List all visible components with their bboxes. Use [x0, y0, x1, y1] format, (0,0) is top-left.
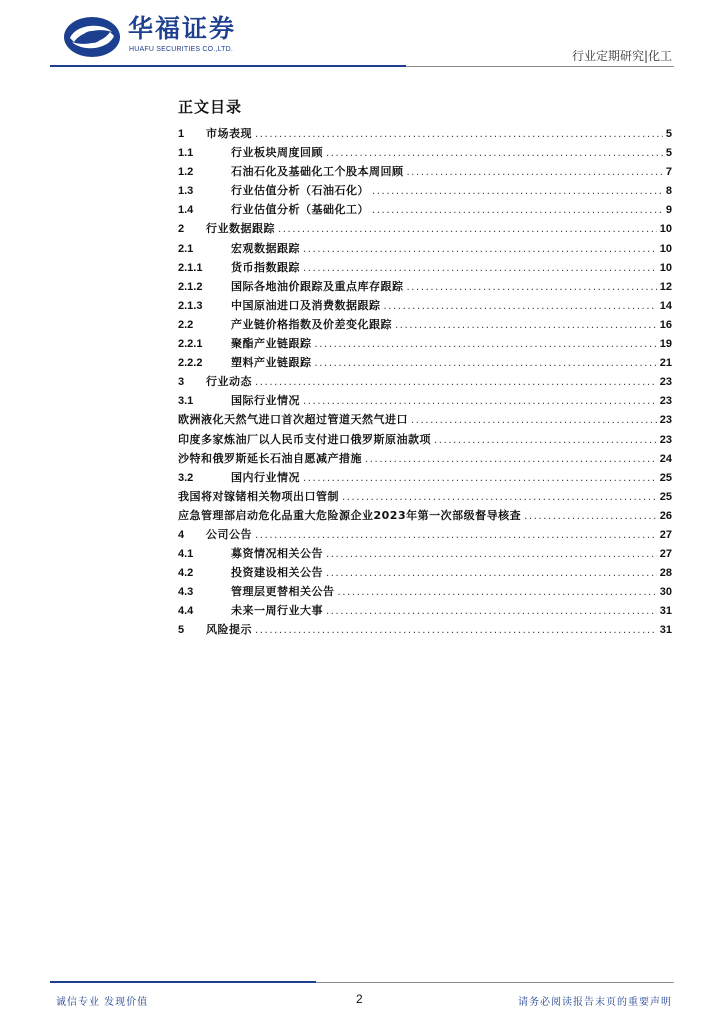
toc-entry-title: 行业动态: [206, 375, 252, 389]
toc-entry[interactable]: [178, 601, 672, 620]
company-logo-text: 华福证券: [128, 14, 237, 43]
toc-entry-title: 国际各地油价跟踪及重点库存跟踪: [231, 279, 404, 293]
toc-entry-page: 31: [659, 605, 672, 618]
toc-entry-number: 1.3: [178, 185, 194, 198]
toc-entry-number: 2.1: [178, 242, 194, 255]
toc-leader-dots: [326, 564, 657, 583]
toc-entry-page: 27: [659, 548, 672, 561]
toc-entry[interactable]: [178, 181, 672, 200]
toc-leader-dots: [407, 278, 657, 297]
toc-leader-dots: [303, 259, 657, 278]
table-of-contents: [178, 124, 672, 640]
header-rule-accent: [50, 65, 406, 67]
toc-entry-page: 10: [659, 223, 672, 236]
toc-entry-number: 4: [178, 528, 185, 541]
toc-leader-dots: [303, 392, 657, 411]
toc-entry-title: 风险提示: [206, 623, 252, 637]
toc-entry-number: 3.1: [178, 395, 194, 408]
toc-entry-page: 5: [665, 128, 672, 140]
toc-entry-number: 5: [178, 624, 185, 637]
toc-leader-dots: [407, 163, 663, 182]
page-header: [0, 0, 724, 70]
toc-entry-number: 2.1.1: [178, 261, 203, 274]
toc-entry[interactable]: [178, 124, 672, 143]
toc-entry-title: 投资建设相关公告: [231, 566, 323, 580]
toc-entry[interactable]: [178, 353, 672, 372]
toc-entry-title: 国内行业情况: [231, 470, 300, 484]
footer-disclaimer: 请务必阅读报告末页的重要声明: [518, 997, 672, 1008]
toc-entry-page: 5: [665, 147, 672, 160]
toc-entry-page: 14: [659, 299, 672, 312]
toc-entry[interactable]: [178, 258, 672, 277]
toc-entry-page: 24: [659, 452, 672, 465]
toc-entry-number: 2: [178, 223, 185, 236]
toc-leader-dots: [278, 220, 657, 239]
toc-entry-page: 28: [659, 567, 672, 580]
toc-entry[interactable]: [178, 468, 672, 487]
toc-leader-dots: [255, 125, 663, 144]
report-category: 行业定期研究|化工: [571, 49, 672, 63]
toc-entry-page: 25: [659, 490, 672, 503]
toc-entry[interactable]: [178, 525, 672, 544]
toc-entry-page: 25: [659, 471, 672, 484]
toc-entry-page: 23: [659, 414, 672, 427]
toc-leader-dots: [326, 144, 663, 163]
toc-entry-page: 30: [659, 586, 672, 599]
toc-entry[interactable]: [178, 563, 672, 582]
toc-entry-number: 4.4: [178, 605, 194, 618]
toc-entry-title: 我国将对镓锗相关物项出口管制: [178, 489, 339, 503]
toc-entry-number: 4.1: [178, 548, 194, 561]
toc-leader-dots: [326, 602, 657, 621]
toc-entry-number: 1.1: [178, 147, 194, 160]
toc-entry[interactable]: [178, 391, 672, 410]
toc-entry[interactable]: [178, 449, 672, 468]
toc-leader-dots: [338, 583, 657, 602]
toc-entry-number: 3.2: [178, 471, 194, 484]
toc-entry-title: 未来一周行业大事: [231, 604, 323, 618]
toc-entry-title: 公司公告: [206, 527, 252, 541]
toc-leader-dots: [411, 411, 657, 430]
toc-entry[interactable]: [178, 430, 672, 449]
toc-entry-page: 23: [659, 376, 672, 389]
toc-entry-title: 行业数据跟踪: [206, 222, 275, 236]
toc-entry-title: 行业估值分析（石油石化）: [231, 184, 369, 198]
toc-entry-title: 塑料产业链跟踪: [231, 356, 312, 370]
toc-entry-page: 16: [659, 318, 672, 331]
toc-entry[interactable]: [178, 506, 672, 525]
toc-entry-number: 1.4: [178, 204, 194, 217]
toc-entry-page: 12: [659, 280, 672, 293]
toc-entry[interactable]: [178, 410, 672, 429]
toc-leader-dots: [255, 526, 657, 545]
toc-entry[interactable]: [178, 277, 672, 296]
toc-entry-page: 10: [659, 242, 672, 255]
toc-entry[interactable]: [178, 143, 672, 162]
toc-entry[interactable]: [178, 219, 672, 238]
toc-leader-dots: [326, 545, 657, 564]
toc-entry-number: 3: [178, 376, 185, 389]
toc-entry-number: 2.2.1: [178, 338, 203, 351]
toc-leader-dots: [315, 335, 657, 354]
toc-entry[interactable]: [178, 372, 672, 391]
toc-entry-number: 2.2: [178, 318, 194, 331]
toc-entry-title: 沙特和俄罗斯延长石油自愿减产措施: [178, 451, 362, 465]
toc-leader-dots: [524, 507, 657, 526]
toc-entry-title: 聚酯产业链跟踪: [231, 337, 312, 351]
page-number: 2: [356, 992, 363, 1006]
toc-leader-dots: [303, 469, 657, 488]
toc-leader-dots: [255, 373, 657, 392]
toc-entry-page: 7: [665, 166, 672, 179]
toc-entry[interactable]: [178, 162, 672, 181]
toc-entry-page: 23: [659, 433, 672, 446]
toc-leader-dots: [384, 297, 657, 316]
toc-leader-dots: [365, 450, 657, 469]
toc-entry-title: 行业板块周度回顾: [231, 146, 323, 160]
toc-entry-title: 欧洲液化天然气进口首次超过管道天然气进口: [178, 413, 408, 427]
toc-entry-title: 募资情况相关公告: [231, 547, 323, 561]
company-logo-english: HUAFU SECURITIES CO.,LTD.: [129, 46, 234, 53]
toc-entry-title: 印度多家炼油厂以人民币支付进口俄罗斯原油款项: [178, 432, 431, 446]
toc-entry-title: 宏观数据跟踪: [231, 241, 300, 255]
toc-entry[interactable]: [178, 239, 672, 258]
toc-entry-title: 应急管理部启动危化品重大危险源企业2023年第一次部级督导核查: [178, 508, 522, 522]
toc-entry-page: 21: [659, 357, 672, 370]
toc-entry-number: 2.1.3: [178, 299, 203, 312]
toc-entry[interactable]: [178, 296, 672, 315]
toc-entry-number: 1: [178, 128, 185, 140]
toc-entry-title: 石油石化及基础化工个股本周回顾: [231, 165, 404, 179]
toc-entry[interactable]: [178, 334, 672, 353]
toc-entry-page: 31: [659, 624, 672, 637]
toc-entry-number: 4.3: [178, 586, 194, 599]
toc-entry[interactable]: [178, 544, 672, 563]
toc-entry-title: 市场表现: [206, 127, 252, 140]
toc-entry-title: 国际行业情况: [231, 394, 300, 408]
toc-entry-page: 10: [659, 261, 672, 274]
toc-leader-dots: [255, 621, 657, 640]
toc-entry-number: 2.2.2: [178, 357, 203, 370]
toc-leader-dots: [372, 182, 663, 201]
toc-entry-page: 26: [659, 509, 672, 522]
toc-leader-dots: [342, 488, 657, 507]
toc-entry-page: 9: [665, 204, 672, 217]
toc-entry[interactable]: [178, 487, 672, 506]
toc-entry-number: 1.2: [178, 166, 194, 179]
toc-entry-title: 产业链价格指数及价差变化跟踪: [231, 317, 392, 331]
toc-entry-page: 8: [665, 185, 672, 198]
toc-entry-page: 19: [659, 338, 672, 351]
toc-entry[interactable]: [178, 315, 672, 334]
toc-leader-dots: [395, 316, 657, 335]
toc-entry-page: 27: [659, 528, 672, 541]
toc-entry[interactable]: [178, 620, 672, 639]
toc-entry-number: 2.1.2: [178, 280, 203, 293]
toc-entry-title: 行业估值分析（基础化工）: [231, 203, 369, 217]
huafu-logo-icon: [62, 14, 122, 60]
toc-leader-dots: [303, 240, 657, 259]
toc-leader-dots: [372, 201, 663, 220]
toc-entry-page: 23: [659, 395, 672, 408]
toc-leader-dots: [315, 354, 657, 373]
toc-entry-title: 货币指数跟踪: [231, 260, 300, 274]
toc-entry[interactable]: [178, 582, 672, 601]
toc-leader-dots: [434, 431, 657, 450]
footer-slogan: 诚信专业 发现价值: [56, 997, 149, 1008]
toc-entry-title: 管理层更替相关公告: [231, 585, 335, 599]
toc-entry[interactable]: [178, 200, 672, 219]
footer-rule-accent: [50, 981, 316, 983]
toc-entry-title: 中国原油进口及消费数据跟踪: [231, 298, 381, 312]
toc-title: 正文目录: [178, 98, 243, 116]
toc-entry-number: 4.2: [178, 567, 194, 580]
